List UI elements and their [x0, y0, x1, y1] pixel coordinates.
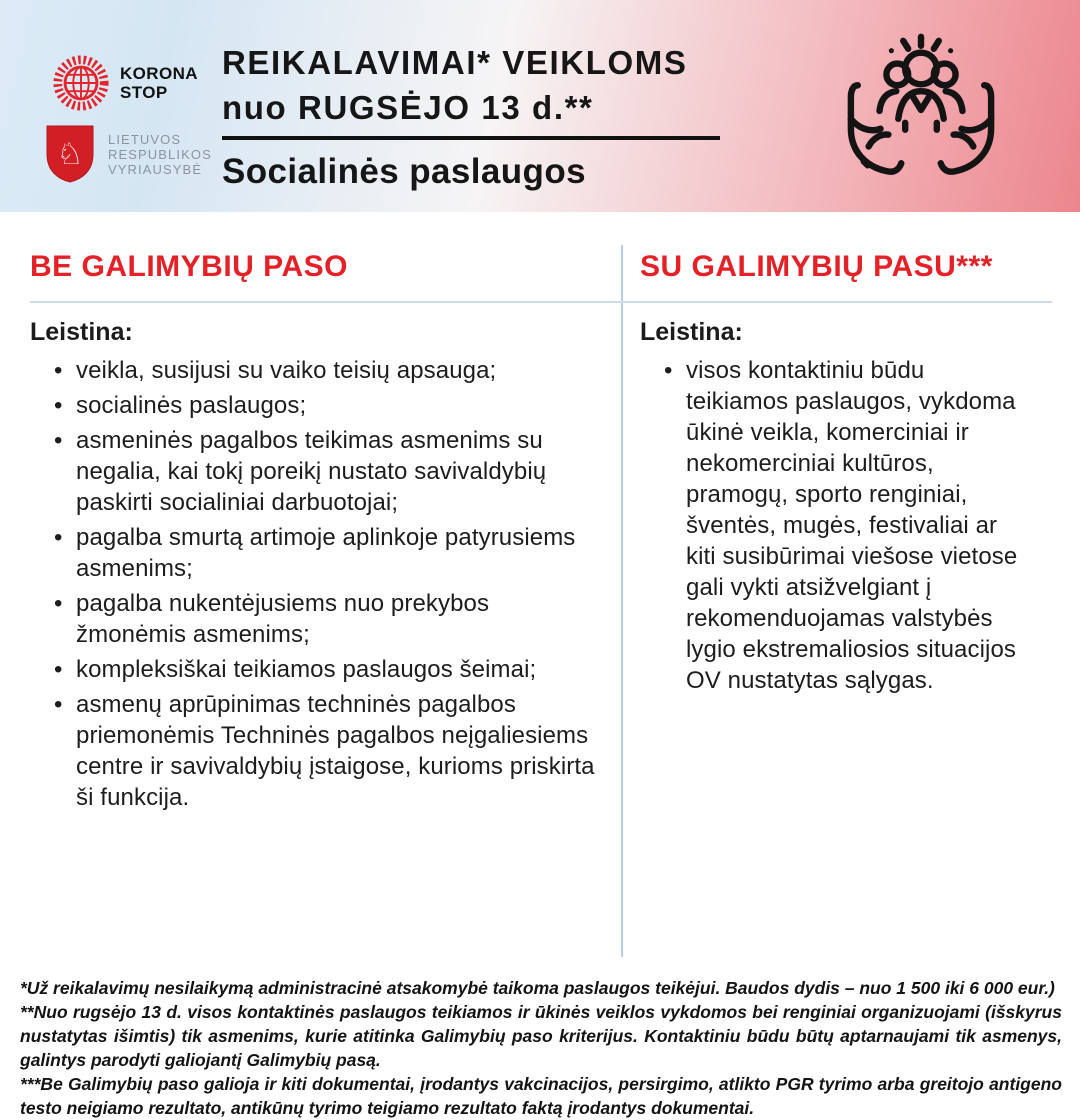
korona-word: KORONA: [120, 64, 198, 83]
government-wordmark: [108, 132, 212, 177]
column-with-pass: [622, 250, 1052, 696]
page-title-line-2: nuo RUGSĖJO 13 d.**: [222, 89, 594, 126]
allowed-list-without-pass: [52, 355, 597, 813]
page-subtitle: Socialinės paslaugos: [222, 152, 586, 191]
footnote-3: ***Be Galimybių paso galioja ir kiti dokumentai, įrodantys vakcinacijos, persirgimo, atlikto PGR tyrimo arba greitojo antigeno testo neigiamo rezultato, antikūnų tyrimo teigiamo rezultato faktą įrodantys dokumentai.: [20, 1074, 1062, 1118]
list-item: • pagalba smurtą artimoje aplinkoje patyrusiems asmenims;: [52, 522, 597, 584]
title-block: [222, 40, 720, 192]
virus-sun-globe-icon: [52, 54, 110, 112]
vytis-knight-glyph: ♘: [56, 138, 84, 171]
title-underline-rule: [222, 136, 720, 140]
list-item: • socialinės paslaugos;: [52, 390, 597, 421]
heading-rule: [622, 301, 1052, 303]
column-heading-without-pass: BE GALIMYBIŲ PASO: [30, 250, 348, 283]
lithuania-coat-of-arms-icon: [44, 124, 96, 184]
list-item: • pagalba nukentėjusiems nuo prekybos žmonėmis asmenims;: [52, 588, 597, 650]
korona-stop-logo: [52, 54, 198, 112]
hands-holding-people-icon: [842, 30, 1000, 182]
column-without-pass: [30, 250, 622, 813]
footnote-2: **Nuo rugsėjo 13 d. visos kontaktinės paslaugos teikiamos ir ūkinės veiklos vykdomos bei renginiai organizuojami (išskyrus nustatytas išimtis) tik asmenims, kurie atitinka Galimybių paso kriterijus. Kontaktiniu būdu būtų aptarnaujami tik asmenys, galintys parodyti galiojantį Galimybių pasą.: [20, 1002, 1062, 1070]
government-logo: [44, 124, 212, 184]
footnotes: [20, 976, 1062, 1120]
allowed-list-with-pass: [662, 355, 1030, 696]
stop-word: STOP: [120, 83, 168, 102]
list-item: • asmeninės pagalbos teikimas asmenims su negalia, kai tokį poreikį nustato savivaldybių paskirti socialiniai darbuotojai;: [52, 425, 597, 518]
list-item: • visos kontaktiniu būdu teikiamos paslaugos, vykdoma ūkinė veikla, komerciniai ir nekomerciniai kultūros, pramogų, sporto renginiai, šventės, mugės, festivaliai ar kiti susibūrimai viešose vietose gali vykti atsižvelgiant į rekomenduojamas valstybės lygio ekstremaliosios situacijos OV nustatytas sąlygas.: [662, 355, 1030, 696]
list-item: • asmenų aprūpinimas techninės pagalbos priemonėmis Techninės pagalbos neįgaliesiems centre ir savivaldybių įstaigose, kurioms priskirta ši funkcija.: [52, 689, 597, 813]
allowed-label: Leistina:: [640, 318, 743, 346]
govt-word-2: RESPUBLIKOS: [108, 146, 212, 162]
govt-word-1: LIETUVOS: [108, 131, 182, 147]
column-heading-with-pass: SU GALIMYBIŲ PASU***: [640, 250, 993, 283]
korona-stop-wordmark: [120, 64, 198, 102]
list-item: • kompleksiškai teikiamos paslaugos šeimai;: [52, 654, 597, 685]
govt-word-3: VYRIAUSYBĖ: [108, 161, 203, 177]
allowed-label: Leistina:: [30, 318, 133, 346]
footnote-1: *Už reikalavimų nesilaikymą administracinė atsakomybė taikoma paslaugos teikėjui. Baudos dydis – nuo 1 500 iki 6 000 eur.): [20, 978, 1055, 998]
list-item: • veikla, susijusi su vaiko teisių apsauga;: [52, 355, 597, 386]
header-banner: [0, 0, 1080, 212]
page-title-line-1: REIKALAVIMAI* VEIKLOMS: [222, 44, 688, 81]
heading-rule: [30, 301, 622, 303]
